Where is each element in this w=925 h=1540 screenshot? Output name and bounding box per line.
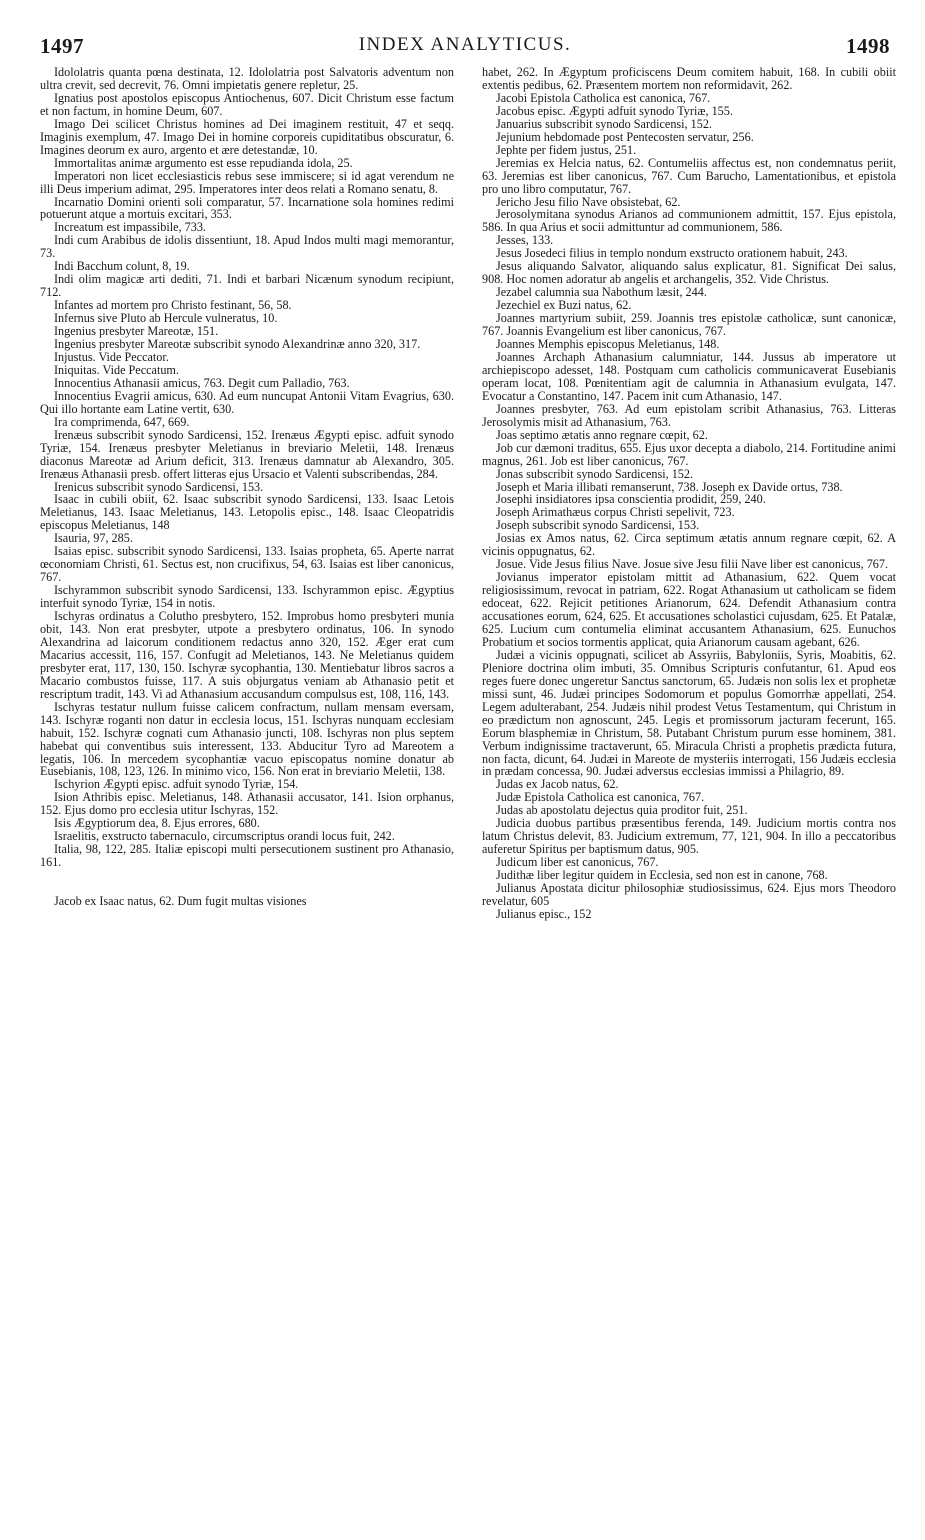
index-entry: Innocentius Athanasii amicus, 763. Degit cum Palladio, 763. bbox=[54, 375, 350, 390]
index-entry: Italia, 98, 122, 285. Italiæ episcopi multi persecutionem sustinent pro Athanasio, 161. bbox=[40, 842, 454, 870]
index-entry: Ingenius presbyter Mareotæ, 151. bbox=[54, 324, 219, 339]
index-entry: Ira comprimenda, 647, 669. bbox=[54, 414, 190, 429]
index-entry: Jovianus imperator epistolam mittit ad Athanasium, 622. Quem vocat religiosissimum, revocat in patriam, 622. Rogat Athanasium ut catholicam se fidem edoceat, 622. Rejicit petitiones Arianorum, 624. Defendit Athanasium contra accusationes eorum, 624, 625. Et accusationes scholastici cujusdam, 625. Et Patalæ, 625. Lucium cum contumelia eliminat accusantem Athanasium, 625. Eunuchos Probatium et socios tormentis applicat, quia Arianorum causam agebant, 626. bbox=[482, 570, 896, 649]
index-entry: Jesus Josedeci filius in templo nondum exstructo orationem habuit, 243. bbox=[496, 246, 848, 261]
index-entry: Isauria, 97, 285. bbox=[54, 531, 133, 546]
page-number-right: 1498 bbox=[846, 34, 890, 58]
index-entry: Josias ex Amos natus, 62. Circa septimum ætatis annum regnare cœpit, 62. A vicinis oppugnatus, 62. bbox=[482, 531, 896, 559]
index-entry: Ischyras testatur nullum fuisse calicem confractum, nullam mensam eversam, 143. Ischyræ roganti non datur in ecclesia locus, 151. Ischyras nunquam ecclesiam habuit, 152. Ischyræ cognati cum Athanasio juncti, 108. Ischyras non plus septem habebat qui conventibus suis interessent, 133. Abducitur Tyro ad Mareotem a legatis, 106. In mercedem sycophantiæ vacuo episcopatus nomine donatur ab Eusebianis, 108, 123, 126. In minimo vico, 156. Non erat in breviario Meletii, 138. bbox=[40, 699, 454, 779]
index-entry: Ingenius presbyter Mareotæ subscribit synodo Alexandrinæ anno 320, 317. bbox=[54, 337, 421, 352]
index-entry: Idololatris quanta pœna destinata, 12. Idololatria post Salvatoris adventum non ultra crevit, sed decrevit, 76. Omni impietatis genere repletur, 25. bbox=[40, 65, 454, 92]
index-entry: Imperatori non licet ecclesiasticis rebus sese immiscere; si id agat verendum ne illi Deus imperium adimat, 295. Imperatores inter deos relati a Romano senatu, 8. bbox=[40, 168, 454, 196]
index-entry: Judas ab apostolatu dejectus quia proditor fuit, 251. bbox=[496, 803, 748, 818]
running-header bbox=[40, 34, 890, 60]
index-entry: Innocentius Evagrii amicus, 630. Ad eum nuncupat Antonii Vitam Evagrius, 630. Qui illo hortante eam Latine vertit, 630. bbox=[40, 388, 454, 416]
index-entry: Judithæ liber legitur quidem in Ecclesia, sed non est in canone, 768. bbox=[496, 868, 828, 883]
index-entry: Judæi a vicinis oppugnati, scilicet ab Assyriis, Babyloniis, Syris, Moabitis, 62. Pleniore doctrina olim imbuti, 35. Omnibus Scripturis confutantur, 61. Apud eos reges fuere donec ungeretur Sanctus sanctorum, 65. Judæis non solis lex et prophetæ missi sunt, 46. Judæi principes Sodomorum et populus Gomorrhæ appellati, 254. Legem adulterabant, 254. Judæis nihil prodest Vetus Testamentum, qui Christum in eo prædictum non agnoscunt, 245. Legis et promissorum jacturam fecerunt, 165. Eorum blasphemiæ in Christum, 58. Putabant Christum purum esse hominem, 381. Verbum indignissime tractaverunt, 65. Miracula Christi a prophetis prædicta futura, non facta, dicunt, 64. Judæi in Mareote de mysteriis interrogati, 156 Judæis ecclesia in prædam concessa, 90. Judæi adversus ecclesias immissi a Philagrio, 89. bbox=[482, 647, 896, 779]
index-entry: Jesus aliquando Salvator, aliquando salus explicatur, 81. Significat Dei salus, 908. Hoc nomen adoratur ab angelis et archangelis, 352. Vide Christus. bbox=[482, 259, 896, 287]
index-entry: Indi Bacchum colunt, 8, 19. bbox=[54, 259, 190, 274]
index-entry: Jephte per fidem justus, 251. bbox=[496, 142, 637, 157]
index-entry: Judicum liber est canonicus, 767. bbox=[496, 855, 659, 870]
page-number-left: 1497 bbox=[40, 34, 84, 58]
index-entry: Imago Dei scilicet Christus homines ad Dei imaginem restituit, 47 et seqq. Imaginis exemplum, 47. Imago Dei in homine corporeis cupiditatibus obscuratur, 6. Imagines deorum ex auro, argento et ære detestandæ, 10. bbox=[40, 116, 454, 157]
index-entry: Isaias episc. subscribit synodo Sardicensi, 133. Isaias propheta, 65. Aperte narrat œconomiam Christi, 61. Sectus est, non crucifixus, 54, 63. Isaias est liber canonicus, 767. bbox=[40, 544, 454, 585]
index-entry: Incarnatio Domini orienti soli comparatur, 57. Incarnatione sola homines redimi potuerunt atque a mortuis excitari, 353. bbox=[40, 194, 454, 222]
index-entry: Irenæus subscribit synodo Sardicensi, 152. Irenæus Ægypti episc. adfuit synodo Tyriæ, 154. Irenæus presbyter Meletianus in breviario Meletii, 148. Irenæus diaconus Mareotæ ad Arium deficit, 313. Irenæus damnatur ab Alexandro, 305. Irenæus Athanasii presb. offert litteras ejus Ursacio et Valenti subscribendas, 284. bbox=[40, 427, 454, 481]
index-entry: Joannes Archaph Athanasium calumniatur, 144. Jussus ab imperatore ut archiepiscopo adesset, 148. Postquam cum catholicis communicaverat Eusebianis operam locat, 108. Pœnitentiam agit de calumnia in Athanasium evulgata, 147. Evocatur a Constantino, 147. Pacem init cum Athanasio, 147. bbox=[482, 349, 896, 403]
index-entry: Jacobi Epistola Catholica est canonica, 767. bbox=[496, 90, 711, 105]
index-entry: Jezechiel ex Buzi natus, 62. bbox=[496, 298, 632, 313]
index-entry: Ischyras ordinatus a Colutho presbytero, 152. Improbus homo presbyteri munia obit, 143. Non erat presbyter, utpote a presbytero ordinatus, 106. In synodo Alexandrina ad laicorum conditionem redactus anno 320, 152. Æger erat cum Macarius accessit, 116, 157. Confugit ad Meletianos, 143. Ne Meletianus quidem presbyter erat, 117, 130, 150. Ischyræ sycophantia, 130. Mentiebatur libros sacros a Macario combustos fuisse, 117. A suis objurgatus veniam ab Athanasio petit et rescriptum tradit, 143. Vi ad Athanasium accusandum compulsus est, 108, 116, 143. bbox=[40, 609, 454, 701]
index-entry: Joas septimo ætatis anno regnare cœpit, 62. bbox=[496, 427, 708, 442]
index-entry: Ignatius post apostolos episcopus Antiochenus, 607. Dicit Christum esse factum et non factum, in homine Deum, 607. bbox=[40, 90, 454, 118]
index-entry: Infantes ad mortem pro Christo festinant, 56, 58. bbox=[54, 298, 292, 313]
index-entry: Increatum est impassibile, 733. bbox=[54, 220, 206, 235]
index-entry: Irenicus subscribit synodo Sardicensi, 153. bbox=[54, 479, 264, 494]
index-entry: Indi olim magicæ arti dediti, 71. Indi et barbari Nicænum synodum recipiunt, 712. bbox=[40, 272, 454, 300]
index-entry: Jericho Jesu filio Nave obsistebat, 62. bbox=[496, 194, 681, 209]
index-entry: Julianus episc., 152 bbox=[496, 906, 592, 921]
index-entry: Ision Athribis episc. Meletianus, 148. Athanasii accusator, 141. Ision orphanus, 152. Ejus domo pro ecclesia utitur Ischyras, 152. bbox=[40, 790, 454, 818]
index-entry: Joseph subscribit synodo Sardicensi, 153. bbox=[496, 518, 700, 533]
index-entry: Israelitis, exstructo tabernaculo, circumscriptus orandi locus fuit, 242. bbox=[54, 829, 395, 844]
index-entry: Isis Ægyptiorum dea, 8. Ejus errores, 680. bbox=[54, 816, 260, 831]
index-entry: Januarius subscribit synodo Sardicensi, 152. bbox=[496, 116, 712, 131]
index-entry: Jeremias ex Helcia natus, 62. Contumeliis affectus est, non condemnatus periit, 63. Jeremias est liber canonicus, 767. Cum Barucho, Lamentationibus, et epistola pro uno libro computatur, 767. bbox=[482, 155, 896, 196]
index-entry: Joannes martyrium subiit, 259. Joannis tres epistolæ catholicæ, sunt canonicæ, 767. Joannis Evangelium est liber canonicus, 767. bbox=[482, 311, 896, 339]
index-entry: Jezabel calumnia sua Nabothum læsit, 244. bbox=[496, 285, 707, 300]
index-entry: Joseph et Maria illibati remanserunt, 738. Joseph ex Davide ortus, 738. bbox=[496, 479, 843, 494]
index-entry: Julianus Apostata dicitur philosophiæ studiosissimus, 624. Ejus mors Theodoro revelatur, 605 bbox=[482, 881, 896, 908]
running-title: INDEX ANALYTICUS. bbox=[358, 34, 572, 55]
index-entry: Jonas subscribit synodo Sardicensi, 152. bbox=[496, 466, 694, 481]
index-entry: Infernus sive Pluto ab Hercule vulneratus, 10. bbox=[54, 311, 278, 326]
index-column-right bbox=[482, 66, 896, 921]
index-entry: Joannes presbyter, 763. Ad eum epistolam scribit Athanasius, 763. Litteras Jerosolymis misit ad Athanasium, 763. bbox=[482, 401, 896, 429]
index-entry: Judicia duobus partibus præsentibus ferenda, 149. Judicium mortis contra nos latum Christus delevit, 83. Judicium extremum, 77, 121, 904. In illo a peccatoribus auferetur Spiritus per baptismum datus, 905. bbox=[482, 816, 896, 857]
index-entry: Josephi insidiatores ipsa conscientia prodidit, 259, 240. bbox=[496, 492, 766, 507]
index-entry: Job cur dæmoni traditus, 655. Ejus uxor decepta a diabolo, 214. Fortitudine animi magnus, 261. Job est liber canonicus, 767. bbox=[482, 440, 896, 468]
index-entry: Josue. Vide Jesus filius Nave. Josue sive Jesu filii Nave liber est canonicus, 767. bbox=[496, 557, 889, 572]
index-entry: Ischyrammon subscribit synodo Sardicensi, 133. Ischyrammon episc. Ægyptius interfuit synodo Tyriæ, 154 in notis. bbox=[40, 583, 454, 611]
index-entry: Judæ Epistola Catholica est canonica, 767. bbox=[496, 790, 705, 805]
index-entry: Immortalitas animæ argumento est esse repudianda idola, 25. bbox=[54, 155, 353, 170]
index-entry: Injustus. Vide Peccator. bbox=[54, 349, 169, 364]
index-column-left bbox=[40, 66, 454, 908]
index-entry: Jerosolymitana synodus Arianos ad communionem admittit, 157. Ejus epistola, 586. In qua Arius et socii admittuntur ad communionem, 586. bbox=[482, 207, 896, 235]
index-entry: habet, 262. In Ægyptum proficiscens Deum comitem habuit, 168. In cubili obiit extentis pedibus, 62. Præsentem mortem non reformidavit, 262. bbox=[482, 65, 896, 92]
index-entry: Joseph Arimathæus corpus Christi sepelivit, 723. bbox=[496, 505, 735, 520]
index-entry: Jesses, 133. bbox=[496, 233, 554, 248]
index-entry: Judas ex Jacob natus, 62. bbox=[496, 777, 619, 792]
index-entry: Jacob ex Isaac natus, 62. Dum fugit multas visiones bbox=[54, 894, 307, 909]
index-entry: Indi cum Arabibus de idolis dissentiunt, 18. Apud Indos multi magi memorantur, 73. bbox=[40, 233, 454, 261]
index-entry: Jejunium hebdomade post Pentecosten servatur, 256. bbox=[496, 129, 754, 144]
index-entry: Ischyrion Ægypti episc. adfuit synodo Tyriæ, 154. bbox=[54, 777, 299, 792]
index-entry: Iniquitas. Vide Peccatum. bbox=[54, 362, 179, 377]
index-entry: Joannes Memphis episcopus Meletianus, 148. bbox=[496, 337, 720, 352]
index-entry: Isaac in cubili obiit, 62. Isaac subscribit synodo Sardicensi, 133. Isaac Letois Meletianus, 143. Isaac Meletianus, 143. Letopolis episc., 148. Isaac Cleopatridis episcopus Meletianus, 148 bbox=[40, 492, 454, 533]
index-entry: Jacobus episc. Ægypti adfuit synodo Tyriæ, 155. bbox=[496, 103, 733, 118]
